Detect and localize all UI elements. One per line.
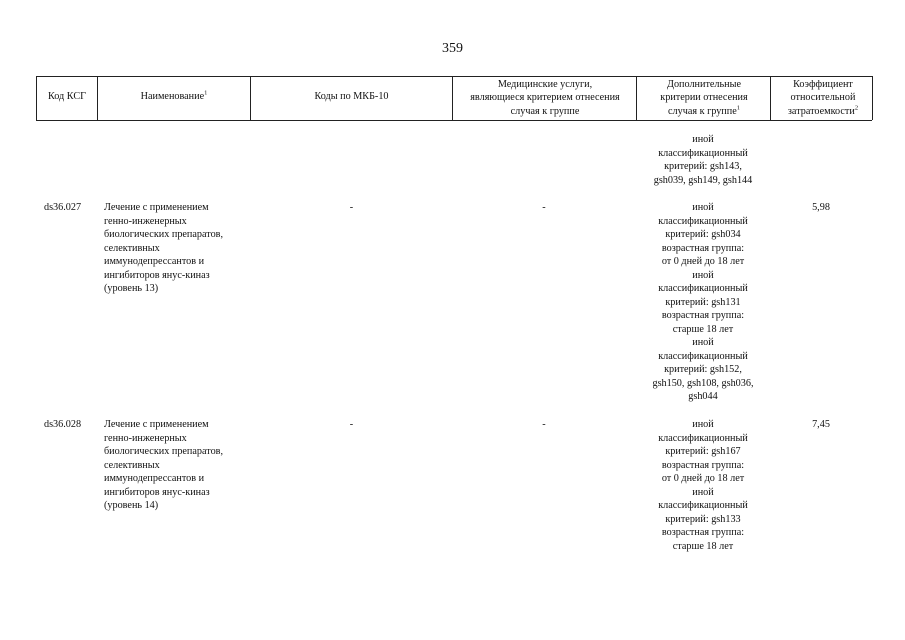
row-criteria: иной классификационный критерий: gsh167 возрастная группа: от 0 дней до 18 лет иной классификационный критерий: gsh133 возрастная группа: старше 18 лет: [658, 419, 748, 552]
header-code: Код КСГ: [47, 91, 87, 103]
row-code: ds36.027: [44, 202, 82, 213]
row-icd: -: [349, 419, 354, 430]
row-coef: 5,98: [812, 202, 830, 213]
column-divider: [452, 76, 453, 120]
header-name: Наименование$^1$: [140, 89, 208, 103]
row-criteria: иной классификационный критерий: gsh034 возрастная группа: от 0 дней до 18 лет иной классификационный критерий: gsh131 возрастная группа: старше 18 лет иной классификационный критерий: gsh152, gsh150, gsh108, gsh036, gsh044: [652, 202, 754, 402]
column-divider: [872, 76, 873, 120]
row-services: -: [542, 419, 546, 430]
carryover-criteria: иной классификационный критерий: gsh143, gsh039, gsh149, gsh144: [653, 134, 753, 186]
header-criteria: Дополнительные критерии отнесения случая к группе$^1$: [660, 78, 748, 117]
header-icd: Коды по МКБ-10: [314, 91, 389, 103]
row-code: ds36.028: [44, 419, 82, 430]
header-coef: Коэффициент относительной затратоемкости$^2$: [787, 78, 859, 117]
row-coef: 7,45: [812, 419, 830, 430]
row-services: -: [542, 202, 546, 213]
page-number: 359: [442, 41, 463, 56]
column-divider: [770, 76, 771, 120]
row-icd: -: [349, 202, 354, 213]
row-name: Лечение с применением генно-инженерных биологических препаратов, селективных иммунодепрессантов и ингибиторов янус-киназ (уровень 13): [104, 202, 224, 294]
row-name: Лечение с применением генно-инженерных биологических препаратов, селективных иммунодепрессантов и ингибиторов янус-киназ (уровень 14): [104, 419, 224, 511]
column-divider: [636, 76, 637, 120]
header-bottom-border: [36, 120, 872, 121]
header-services: Медицинские услуги, являющиеся критерием отнесения случая к группе: [470, 78, 620, 117]
